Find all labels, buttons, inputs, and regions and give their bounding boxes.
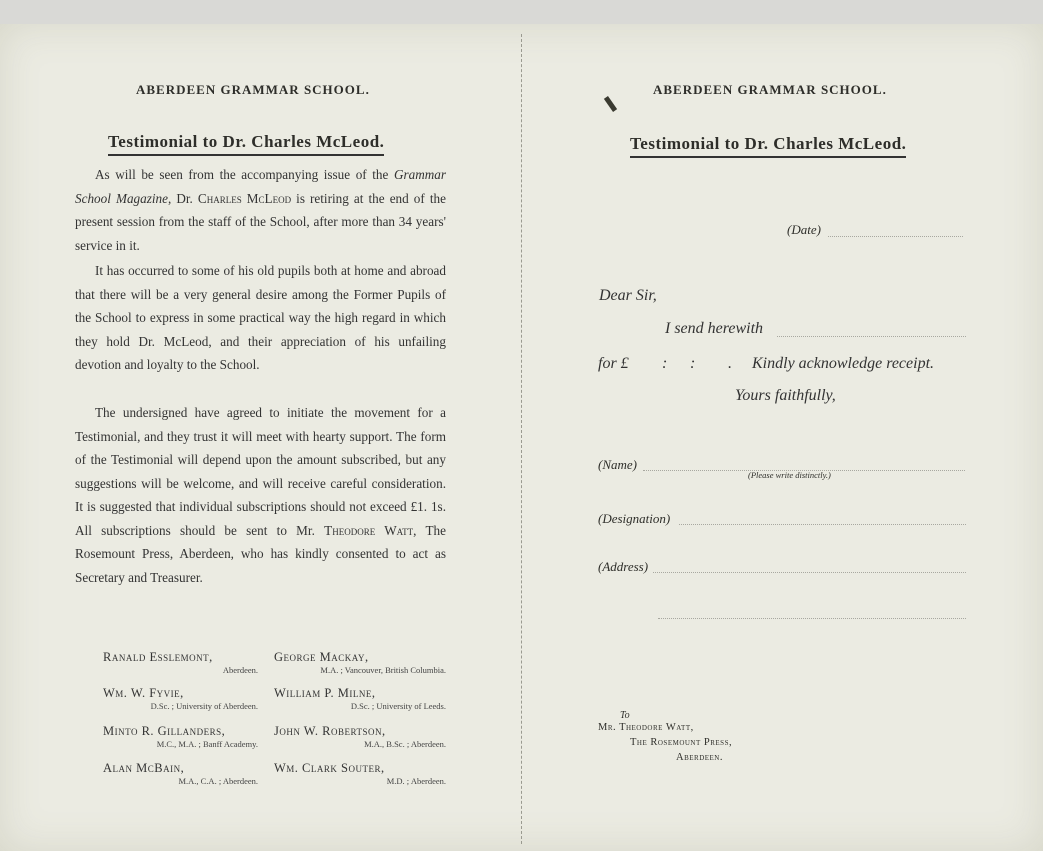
closing: Yours faithfully, (735, 387, 836, 404)
signatory-detail: M.A., B.Sc. ; Aberdeen. (364, 739, 446, 749)
signatory-1 (103, 650, 258, 675)
p3-text-b: , The Rosemount Press, Aberdeen, who has kindly consented to act as Secretary and Treasurer. (75, 522, 447, 585)
paragraph-3 (75, 401, 446, 589)
p1-magazine: Grammar School Magazine (75, 167, 446, 206)
p1-text-c: is retiring at the end of the present session from the staff of the School, after more than 34 years' service in it. (75, 190, 446, 253)
signatory-5 (103, 724, 258, 749)
signatory-4 (274, 686, 446, 711)
right-title: Testimonial to Dr. Charles McLeod. (630, 134, 906, 158)
for-pounds: for £ (598, 355, 629, 372)
amount-end: . (728, 355, 732, 372)
paragraph-2: It has occurred to some of his old pupils both at home and abroad that there will be a very general desire among the Former Pupils of the School to express in some practical way the high regard in which they hold Dr. McLeod, and their appreciation of his unfailing devotion and loyalty to the School. (75, 263, 446, 372)
signatory-name: William P. Milne, (274, 686, 376, 700)
right-school-header: ABERDEEN GRAMMAR SCHOOL. (653, 82, 887, 97)
signatory-name: Minto R. Gillanders, (103, 724, 226, 738)
amount-description-field[interactable] (777, 336, 966, 337)
pence-separator: : (690, 355, 696, 372)
signatory-name: Wm. W. Fyvie, (103, 686, 184, 700)
signatory-6 (274, 724, 446, 749)
date-field[interactable] (828, 236, 963, 237)
salutation: Dear Sir, (599, 287, 657, 304)
name-hint: (Please write distinctly.) (748, 470, 831, 480)
p1-text-a: As will be seen from the accompanying issue of the (95, 167, 394, 182)
signatory-name: Alan McBain, (103, 761, 185, 775)
recipient-name: Mr. Theodore Watt, (598, 722, 694, 733)
p1-text-b: , Dr. (167, 190, 198, 206)
signatory-name: George Mackay, (274, 650, 369, 664)
left-school-header: ABERDEEN GRAMMAR SCHOOL. (136, 82, 370, 97)
left-title: Testimonial to Dr. Charles McLeod. (108, 132, 384, 156)
address-label: (Address) (598, 559, 649, 574)
signatory-detail: D.Sc. ; University of Aberdeen. (150, 701, 258, 711)
p3-name: Theodore Watt (324, 522, 414, 538)
designation-label: (Designation) (598, 511, 671, 526)
p1-name: Charles McLeod (197, 190, 292, 206)
shillings-separator: : (662, 355, 668, 372)
recipient-city: Aberdeen. (676, 752, 723, 763)
recipient-press: The Rosemount Press, (630, 737, 733, 748)
signatory-detail: D.Sc. ; University of Leeds. (350, 701, 446, 711)
signatory-detail: Aberdeen. (222, 665, 258, 675)
signatory-2 (274, 650, 446, 675)
date-label: (Date) (787, 222, 821, 237)
signatory-8 (274, 761, 446, 786)
address-field-2[interactable] (658, 618, 966, 619)
to-label: To (620, 710, 630, 721)
paragraph-1 (75, 163, 446, 257)
signatory-detail: M.D. ; Aberdeen. (386, 776, 446, 786)
signatory-detail: M.C., M.A. ; Banff Academy. (156, 739, 258, 749)
signatory-detail: M.A. ; Vancouver, British Columbia. (320, 665, 446, 675)
address-field-1[interactable] (653, 572, 966, 573)
acknowledge-receipt: Kindly acknowledge receipt. (752, 355, 935, 372)
designation-field[interactable] (679, 524, 966, 525)
name-label: (Name) (598, 457, 637, 472)
p3-text-a: The undersigned have agreed to initiate the movement for a Testimonial, and they trust it will meet with hearty support. The form of the Testimonial will depend upon the amount subscribed, but any suggestions will be welcome, and will receive careful consideration. It is suggested that individual subscriptions should not exceed £1. 1s. All subscriptions should be sent to Mr. (75, 405, 446, 538)
signatory-name: Wm. Clark Souter, (274, 761, 385, 775)
signatory-detail: M.A., C.A. ; Aberdeen. (178, 776, 258, 786)
signatory-name: Ranald Esslemont, (103, 650, 213, 664)
fold-line (521, 34, 522, 844)
send-herewith: I send herewith (665, 320, 764, 337)
signatory-7 (103, 761, 258, 786)
signatory-name: John W. Robertson, (274, 724, 386, 738)
signatory-3 (103, 686, 258, 711)
